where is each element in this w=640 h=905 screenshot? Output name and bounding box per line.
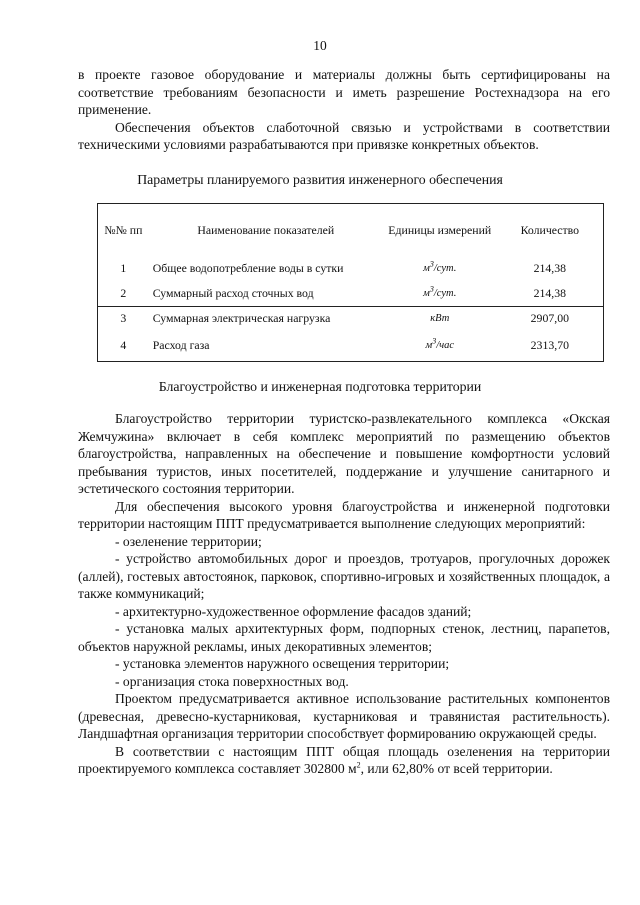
- list-item: - организация стока поверхностных вод.: [115, 673, 349, 689]
- row-num: 3: [98, 306, 149, 331]
- header-qty: Количество: [520, 222, 580, 237]
- page-number: 10: [313, 38, 327, 53]
- intro-paragraph-1: в проекте газовое оборудование и материалы должны быть сертифицированы на соответствие требованиям безопасности и иметь разрешение Ростехнадзора на его применение.: [78, 67, 610, 117]
- row-unit: $м^3$/сут.: [423, 284, 457, 299]
- row-qty: 214,38: [533, 285, 567, 300]
- table-row: [98, 331, 604, 361]
- list-item: - установка элементов наружного освещения территории;: [115, 656, 450, 671]
- row-qty: 2313,70: [530, 338, 569, 353]
- row-name: Суммарная электрическая нагрузка: [149, 306, 383, 331]
- row-qty: 214,38: [533, 261, 567, 275]
- intro-paragraph-2: Обеспечения объектов слаботочной связью и устройствами в соответствии техническими условиями разрабатываются при привязке конкретных объектов.: [78, 119, 610, 152]
- table-row: [98, 256, 604, 281]
- row-unit: $м^3$/сут.: [423, 259, 457, 274]
- section-title: Благоустройство и инженерная подготовка территории: [158, 379, 482, 394]
- body-paragraph-1: Благоустройство территории туристско-развлекательного комплекса «Окская Жемчужина» включает в себя комплекс мероприятий по размещению объектов благоустройства, направленных на обеспечение и повышение комфортности условий пребывания туристов, иных посетителей, поддержание и улучшение санитарного и эстетического состояния территории.: [78, 411, 610, 496]
- body-paragraph-3: Проектом предусматривается активное использование растительных компонентов (древесная, древесно-кустарниковая, кустарниковая и травянистая растительность). Ландшафтная организация территории способствует формированию окружающей среды.: [78, 691, 610, 741]
- table-row: [98, 306, 604, 331]
- table-title: Параметры планируемого развития инженерного обеспечения: [137, 172, 503, 187]
- list-item: - озеленение территории;: [115, 533, 262, 549]
- intro-text: [78, 66, 610, 154]
- table-row: [98, 281, 604, 306]
- body-text: [78, 410, 610, 778]
- list-item: - установка малых архитектурных форм, подпорных стенок, лестниц, парапетов, объектов наружной рекламы, иных декоративных элементов;: [78, 621, 610, 654]
- table-header-row: [98, 204, 604, 257]
- row-name: Суммарный расход сточных вод: [152, 285, 314, 300]
- row-num: 2: [120, 285, 127, 300]
- row-unit: $м^3$/час: [425, 336, 455, 352]
- row-name: Расход газа: [152, 338, 210, 353]
- engineering-params-table: [97, 203, 604, 362]
- list-item: - устройство автомобильных дорог и проездов, тротуаров, прогулочных дорожек (аллей), гостевых автостоянок, парковок, спортивно-игровых и хозяйственных площадок, а также коммуникаций;: [78, 551, 610, 601]
- body-paragraph-4: В соответствии с настоящим ППТ общая площадь озеленения на территории проектируемого комплекса составляет 302800 $м^2$, или 62,80% от всей территории.: [78, 743, 610, 776]
- header-unit: Единицы измерений: [388, 222, 492, 237]
- row-num: 1: [120, 261, 127, 275]
- row-name: Общее водопотребление воды в сутки: [152, 261, 344, 275]
- row-qty: 2907,00: [497, 306, 604, 331]
- row-unit: кВт: [383, 306, 497, 331]
- header-name: Наименование показателей: [197, 222, 335, 237]
- list-item: - архитектурно-художественное оформление фасадов зданий;: [115, 603, 472, 619]
- body-paragraph-2: Для обеспечения высокого уровня благоустройства и инженерной подготовки территории настоящим ППТ предусматривается выполнение следующих мероприятий:: [78, 498, 610, 531]
- row-num: 4: [120, 338, 127, 353]
- header-num: №№ пп: [104, 222, 143, 237]
